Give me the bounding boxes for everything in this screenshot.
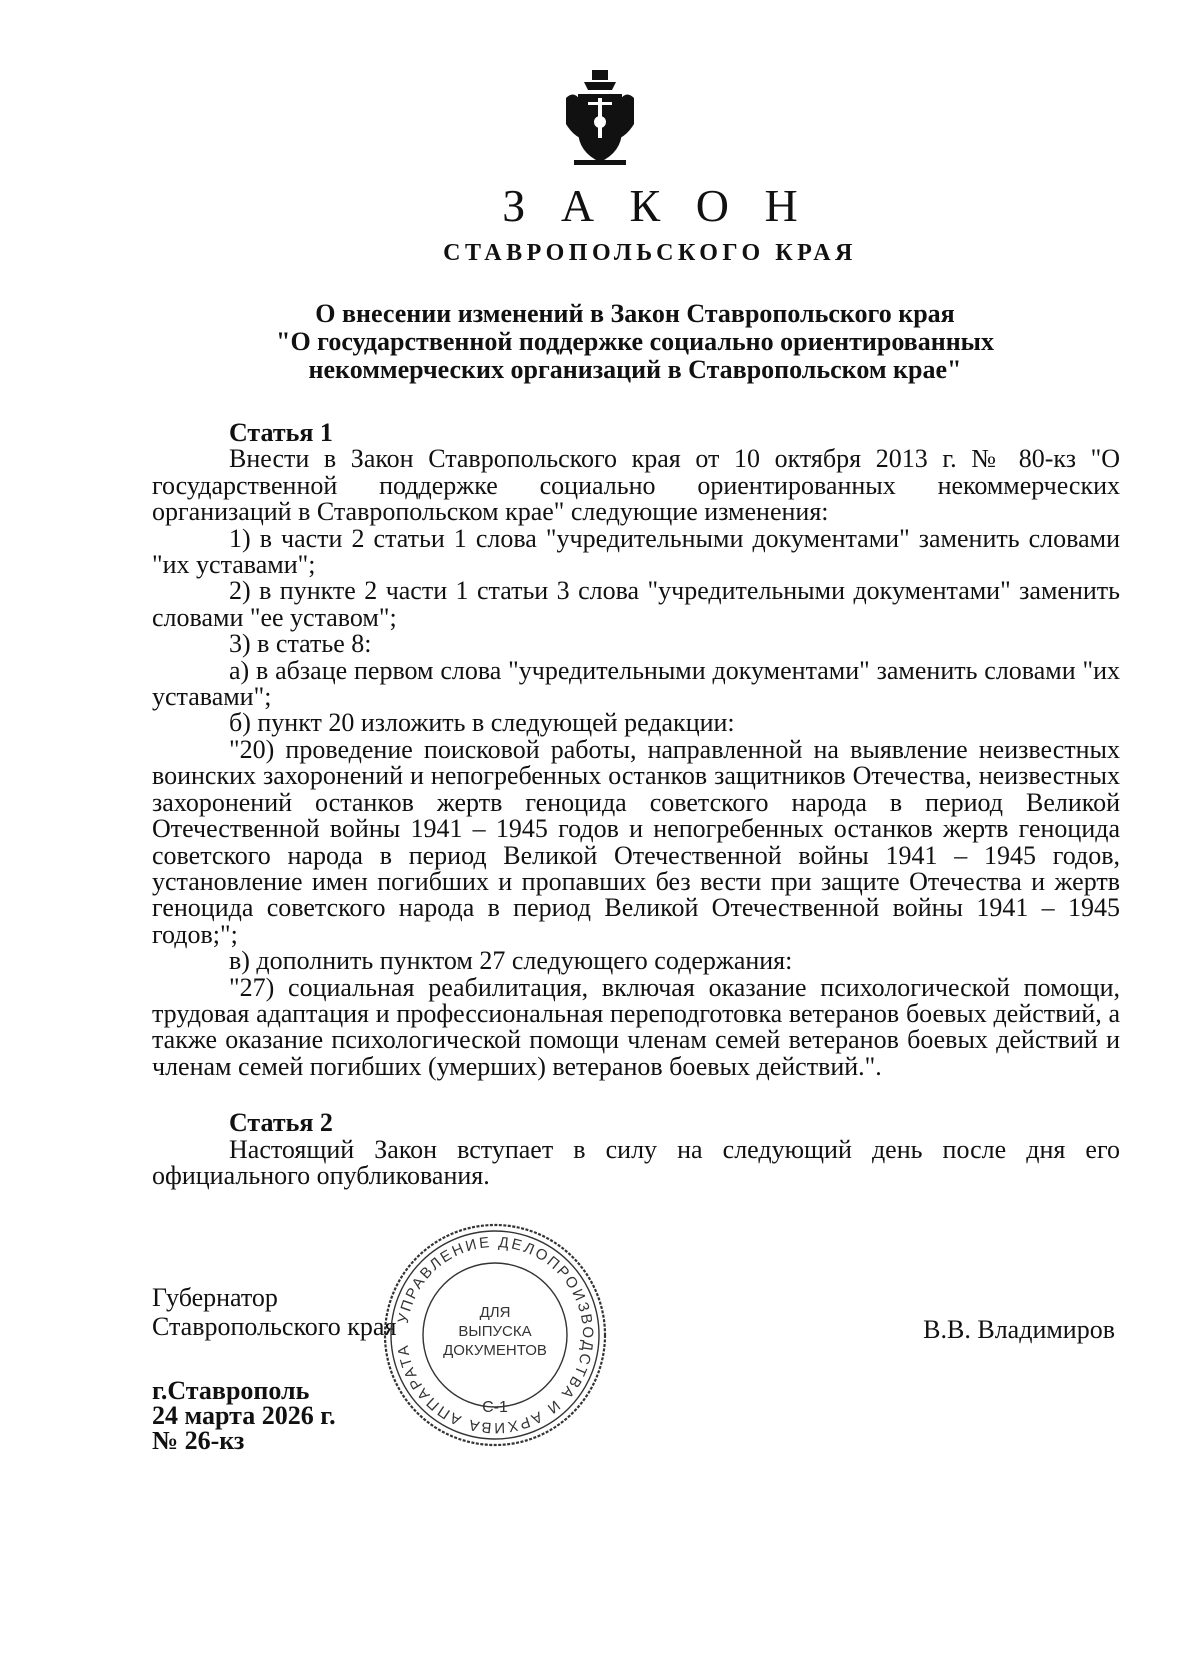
official-stamp bbox=[380, 1220, 610, 1450]
article-paragraph: 3) в статье 8: bbox=[229, 629, 372, 659]
article-paragraph: Внести в Закон Ставропольского края от 10 октября 2013 г. № 80-кз "О государственной поддержке социально ориентированных некоммерческих организаций в Ставропольском крае" следующие изменения: bbox=[152, 444, 1120, 527]
stamp-ring-text: УПРАВЛЕНИЕ ДЕЛОПРОИЗВОДСТВА И АРХИВА АППАРАТА bbox=[394, 1233, 597, 1437]
stamp-center-text bbox=[380, 1303, 610, 1360]
law-number: № 26-кз bbox=[152, 1426, 245, 1455]
law-body bbox=[152, 420, 1120, 1189]
article-paragraph: а) в абзаце первом слова "учредительными документами" заменить словами "их уставами"; bbox=[152, 655, 1120, 712]
stamp-code: С-1 bbox=[482, 1399, 508, 1416]
article-paragraph: "27) социальная реабилитация, включая оказание психологической помощи, трудовая адаптация и профессиональная переподготовка ветеранов боевых действий, а также оказание психологической помощи членам семей ветеранов боевых действий и членам семей погибших (умерших) ветеранов боевых действий.". bbox=[152, 972, 1120, 1081]
article-paragraph: 1) в части 2 статьи 1 слова "учредительными документами" заменить словами "их уставами"; bbox=[152, 523, 1120, 580]
coat-of-arms-icon bbox=[564, 68, 636, 168]
document-title: З А К О Н bbox=[502, 180, 810, 231]
date: 24 марта 2026 г. bbox=[152, 1401, 336, 1430]
stamp-line: ДОКУМЕНТОВ bbox=[443, 1342, 547, 1359]
heading-line: О внесении изменений в Закон Ставропольского края bbox=[315, 299, 955, 328]
stamp-line: ВЫПУСКА bbox=[458, 1323, 532, 1340]
stamp-line: ДЛЯ bbox=[479, 1304, 511, 1321]
article-paragraph: 2) в пункте 2 части 1 статьи 3 слова "учредительными документами" заменить словами "ее уставом"; bbox=[152, 576, 1120, 632]
place-and-date bbox=[152, 1378, 336, 1453]
position-line: Ставропольского края bbox=[152, 1312, 397, 1341]
article-paragraph: "20) проведение поисковой работы, направленной на выявление неизвестных воинских захоронений и непогребенных останков защитников Отечества, неизвестных захоронений останков жертв геноцида советского народа в период Великой Отечественной войны 1941 – 1945 годов и непогребенных останков жертв геноцида советского народа в период Великой Отечественной войны 1941 – 1945 годов, установление имен погибших и пропавших без вести при защите Отечества и жертв геноцида советского народа в период Великой Отечественной войны 1941 – 1945 годов;"; bbox=[152, 734, 1120, 949]
article-1-title: Статья 1 bbox=[229, 418, 333, 447]
document-subtitle: СТАВРОПОЛЬСКОГО КРАЯ bbox=[443, 240, 857, 266]
heading-line: некоммерческих организаций в Ставропольском крае" bbox=[308, 355, 962, 384]
signatory-position bbox=[152, 1283, 396, 1341]
place: г.Ставрополь bbox=[152, 1376, 310, 1405]
heading-line: "О государственной поддержке социально ориентированных bbox=[276, 327, 994, 356]
article-paragraph: Настоящий Закон вступает в силу на следующий день после дня его официального опубликования. bbox=[152, 1134, 1120, 1190]
law-heading bbox=[150, 300, 1120, 384]
article-paragraph: б) пункт 20 изложить в следующей редакции: bbox=[229, 708, 735, 738]
signatory-name: В.В. Владимиров bbox=[923, 1315, 1115, 1344]
position-line: Губернатор bbox=[152, 1283, 278, 1312]
article-2-title: Статья 2 bbox=[229, 1108, 333, 1138]
article-paragraph: в) дополнить пунктом 27 следующего содержания: bbox=[229, 946, 793, 976]
